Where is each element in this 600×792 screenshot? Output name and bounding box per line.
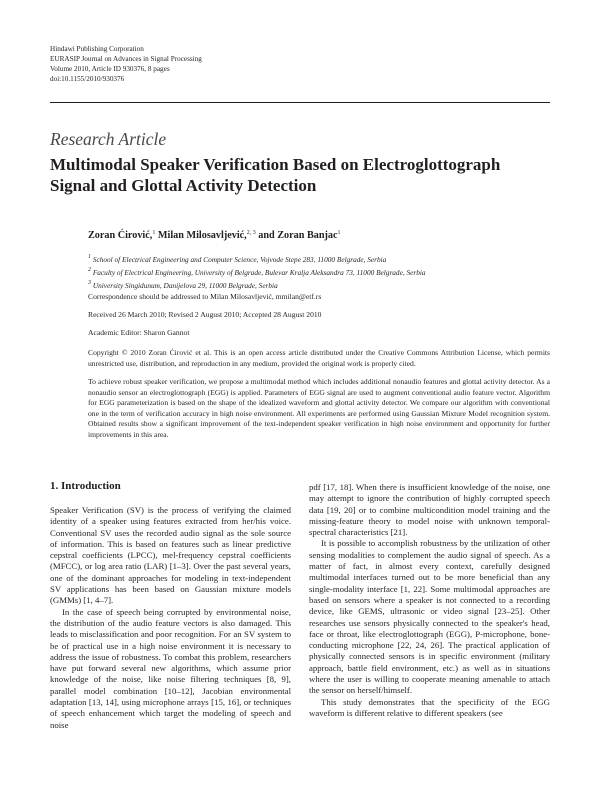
correspondence: Correspondence should be addressed to Milan Milosavljević, mmilan@etf.rs [88, 292, 322, 301]
title-line-2: Signal and Glottal Activity Detection [50, 176, 317, 195]
affiliation-1 [88, 252, 426, 265]
author-2-affiliation: 2, 3 [246, 230, 256, 236]
paper-title [50, 154, 550, 196]
abstract: To achieve robust speaker verification, we propose a multimodal method which includes additional nonaudio features and glottal activity detector. As a nonaudio sensor an electroglottograph (EGG) is applied. Parameters of EGG signal are used to augment conventional audio feature vector. Algorithm for EGG parameterization is based on the shape of the idealized waveform and glottal activity detector. We compare our algorithm with conventional one in the term of verification accuracy in high noise environment. All experiments are performed using Gaussian Mixture Model recognition system. Obtained results show a significant improvement of the text-independent speaker verification in high noise environment and opportunity for further improvements in this area. [88, 377, 550, 439]
right-column [309, 482, 550, 719]
author-1: Zoran Ćirović, [88, 230, 153, 241]
paragraph: It is possible to accomplish robustness by the utilization of other sensing modalities to complement the audio signal of speech. As a matter of fact, in almost every context, carefully designed multimodal interfaces turned out to be more beneficial than any single-modality interface [1, 22]. Some multimodal approaches are based on sensors where a speaker is not connected to a recording device, like GEMS, ultrasonic or video signal [23–25]. Other researches use sensors physically connected to the speaker's head, face or throat, like electroglottograph (EGG), P-microphone, bone-conducting microphone [22, 24, 26]. The practical application of physically connected sensors is in specific environment (military approach, battle field environment, etc.) as well as in situations where the user is willing to cooperate meaning amenable to attach the sensor on herself/himself. [309, 538, 550, 696]
doi[interactable]: doi:10.1155/2010/930376 [50, 75, 125, 83]
affiliation-3 [88, 278, 426, 291]
affiliation-3-text: University Singidunum, Danijelova 29, 11000 Belgrade, Serbia [91, 281, 278, 291]
history-dates: Received 26 March 2010; Revised 2 August 2010; Accepted 28 August 2010 [88, 310, 322, 319]
paragraph: pdf [17, 18]. When there is insufficient knowledge of the noise, one may attempt to ignore the contribution of highly corrupted speech data [19, 20] or to combine multicondition model training and the missing-feature theory to model noise with unknown temporal-spectral characteristics [21]. [309, 482, 550, 538]
author-2: Milan Milosavljević, [155, 230, 247, 241]
article-type: Research Article [50, 129, 167, 149]
left-column [50, 505, 291, 731]
paragraph: Speaker Verification (SV) is the process of verifying the claimed identity of a speaker using features extracted from her/his voice. Conventional SV uses the recorded audio signal as the sole source of information. This is based on features such as linear predictive cepstral coefficients (LPCC), mel-frequency cepstral coefficients (MFCC), or log area ratio (LAR) [1–3]. Over the past several years, one of the dominant approaches for modeling in text-independent SV applications has been based on Gaussian mixture models (GMMs) [1, 4–7]. [50, 505, 291, 606]
author-1-affiliation: 1 [152, 230, 156, 236]
paragraph: In the case of speech being corrupted by environmental noise, the distribution of the audio feature vectors is also damaged. This leads to misclassification and poor recognition. For an SV system to be of practical use in a high noise environment it is necessary to address the issue of robustness. To combat this problem, researchers have put forward several new algorithms, which assume prior knowledge of the noise, like noise filtering techniques [8, 9], parallel model combination [10–12], Jacobian environmental adaptation [13, 14], using microphone arrays [15, 16], or techniques of speech enhancement which target the modeling of speech and noise [50, 606, 291, 730]
header-divider [50, 102, 550, 103]
affiliation-1-text: School of Electrical Engineering and Computer Science, Vojvode Stepe 283, 11000 Belgrade, Serbia [91, 255, 387, 264]
copyright-notice: Copyright © 2010 Zoran Ćirović et al. This is an open access article distributed under the Creative Commons Attribution License, which permits unrestricted use, distribution, and reproduction in any medium, provided the original work is properly cited. [88, 348, 550, 369]
affiliation-2-text: Faculty of Electrical Engineering, University of Belgrade, Bulevar Kralja Aleksandra 73, 11000 Belgrade, Serbia [91, 268, 426, 278]
affiliations [88, 252, 426, 292]
author-3-affiliation: 1 [337, 230, 341, 236]
journal-header [50, 44, 202, 84]
affiliation-2 [88, 265, 426, 278]
title-line-1: Multimodal Speaker Verification Based on Electroglottograph [50, 155, 501, 174]
author-list [88, 230, 341, 241]
affiliation-1-number: 1 [88, 254, 91, 260]
volume-info: Volume 2010, Article ID 930376, 8 pages [50, 65, 170, 73]
author-3: and Zoran Banjac [255, 230, 338, 241]
affiliation-2-number: 2 [88, 267, 91, 274]
paragraph: This study demonstrates that the specificity of the EGG waveform is different relative to different speakers (see [309, 696, 550, 718]
journal-name: EURASIP Journal on Advances in Signal Processing [50, 55, 202, 63]
affiliation-3-number: 3 [88, 280, 91, 287]
section-heading: 1. Introduction [50, 480, 121, 492]
academic-editor: Academic Editor: Sharon Gannot [88, 328, 190, 337]
publisher: Hindawi Publishing Corporation [50, 45, 144, 53]
